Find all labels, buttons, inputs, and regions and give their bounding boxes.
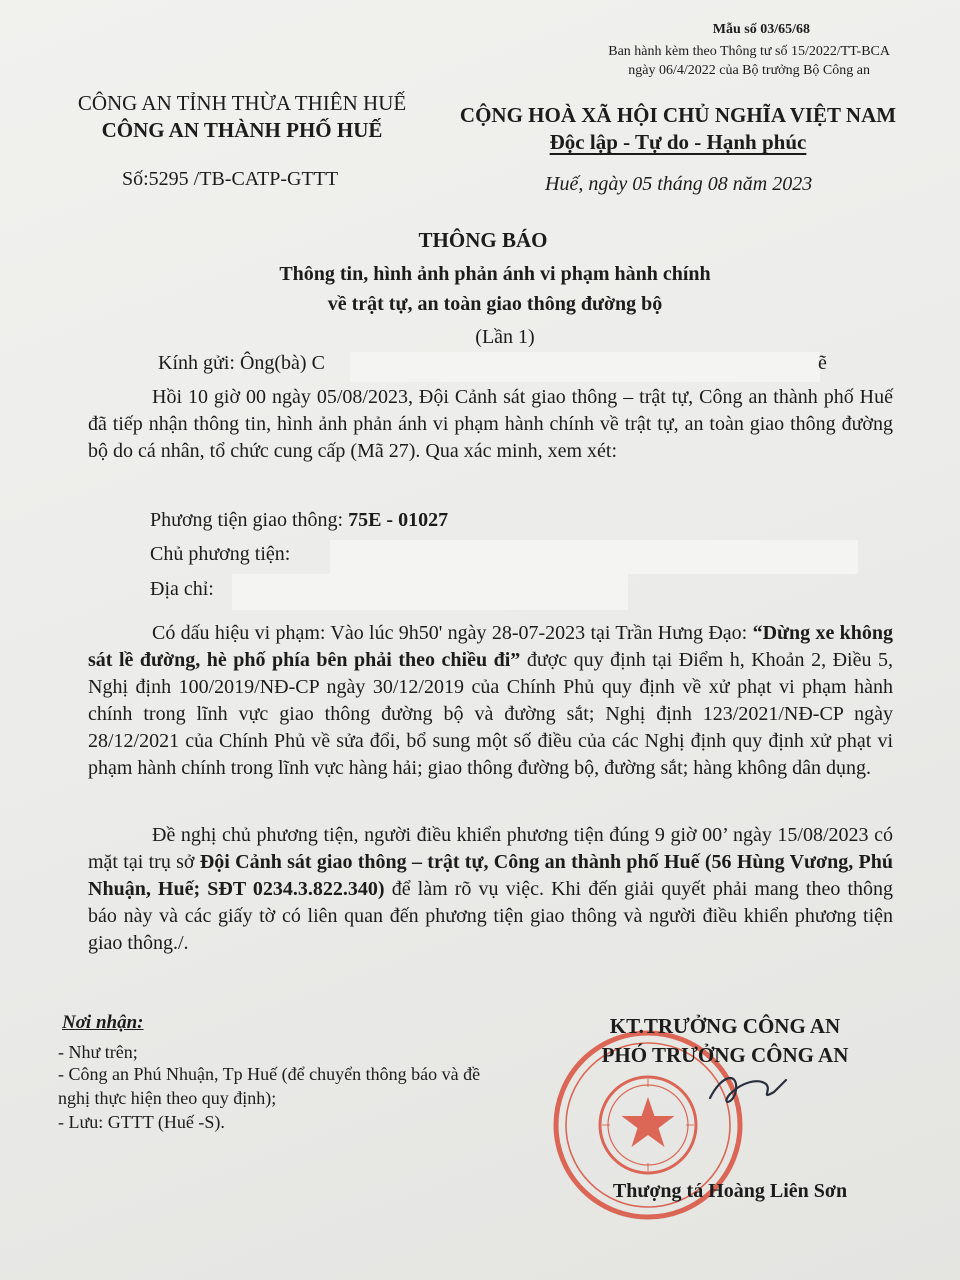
summons-place: Đội Cảnh sát giao thông – trật tự, Công an thành phố Huế (56 Hùng Vương, Phú Nhuận, Huế; SĐT 0234.3.822.340) [88,851,893,900]
owner-line [150,543,290,566]
notice-subtitle-line2: về trật tự, an toàn giao thông đường bộ [327,293,663,315]
violation-text: “Dừng xe không sát lề đường, hè phố phía bên phải theo chiều đi” [88,622,893,671]
addressee-line [158,352,325,375]
signer-title-line2: PHÓ TRƯỞNG CÔNG AN [601,1043,849,1067]
body-paragraph-2 [88,620,893,782]
agency-header [42,90,442,144]
notice-times: (Lần 1) [475,326,535,348]
signer-title-line1: KT.TRƯỞNG CÔNG AN [609,1014,841,1038]
addressee-tail: ẽ [818,352,827,374]
signer-name: Thượng tá Hoàng Liên Sơn [612,1180,848,1202]
recipient-item: - Lưu: GTTT (Huế -S). [58,1112,225,1132]
notice-title: THÔNG BÁO [418,228,548,252]
vehicle-line [150,509,448,532]
date-line: Huế, ngày 05 tháng 08 năm 2023 [545,173,813,195]
body-paragraph-3 [88,822,893,957]
state-motto: Độc lập - Tự do - Hạnh phúc [549,130,807,154]
signer-title [560,1012,890,1070]
agency-name: CÔNG AN THÀNH PHỐ HUẾ [101,118,383,142]
address-line [150,578,214,601]
form-issued-line1: Ban hành kèm theo Thông tư số 15/2022/TT-BCA [608,44,890,59]
vehicle-plate: 75E - 01027 [348,509,449,531]
body-paragraph-1: Hồi 10 giờ 00 ngày 05/08/2023, Đội Cảnh sát giao thông – trật tự, Công an thành phố Huế đã tiếp nhận thông tin, hình ảnh phản ánh vi phạm hành chính về trật tự, an toàn giao thông đường bộ do cá nhân, tổ chức cung cấp (Mã 27). Qua xác minh, xem xét: [88,386,893,462]
vehicle-label: Phương tiện giao thông: [150,509,349,531]
recipients-title: Nơi nhận: [62,1012,144,1033]
violation-legal-basis: được quy định tại Điểm h, Khoản 2, Điều 5, Nghị định 100/2019/NĐ-CP ngày 30/12/2019 của Chính Phủ quy định về xử phạt vi phạm hành chính trong lĩnh vực giao thông đường bộ và đường sắt; Nghị định 123/2021/NĐ-CP ngày 28/12/2021 của Chính Phủ về sửa đổi, bổ sung một số điều của các Nghị định quy định xử phạt vi phạm hành chính trong lĩnh vực hàng hải; giao thông đường bộ, đường sắt; hàng không dân dụng. [88,649,893,779]
agency-parent: CÔNG AN TỈNH THỪA THIÊN HUẾ [77,91,407,115]
summons-rest: để làm rõ vụ việc. Khi đến giải quyết phải mang theo thông báo này và các giấy tờ có liên quan đến phương tiện giao thông và người điều khiển phương tiện giao thông./. [88,878,894,954]
notice-subtitle-line1: Thông tin, hình ảnh phản ánh vi phạm hành chính [279,263,711,285]
violation-lead: Có dấu hiệu vi phạm: Vào lúc 9h50' ngày 28-07-2023 tại Trần Hưng Đạo: [152,622,753,644]
addressee-label: Kính gửi: Ông(bà) C [158,352,325,374]
address-label: Địa chỉ: [150,578,214,600]
form-issued-line2: ngày 06/4/2022 của Bộ trưởng Bộ Công an [628,63,870,78]
redacted-addressee [350,352,820,382]
notice-subtitle [0,259,960,319]
owner-label: Chủ phương tiện: [150,543,291,565]
document-number: Số:5295 /TB-CATP-GTTT [122,168,339,190]
form-number: Mẫu số 03/65/68 [712,22,810,37]
recipient-item: - Như trên; [58,1042,138,1062]
redacted-address [232,574,628,610]
summons-lead: Đề nghị chủ phương tiện, người điều khiển phương tiện đúng 9 giờ 00’ ngày 15/08/2023 có mặt tại trụ sở [88,824,893,873]
state-name: CỘNG HOÀ XÃ HỘI CHỦ NGHĨA VIỆT NAM [459,103,897,127]
form-issued-note [608,42,890,80]
redacted-owner [330,540,858,574]
recipient-item: - Công an Phú Nhuận, Tp Huế (để chuyển thông báo và đề nghị thực hiện theo quy định); [58,1064,481,1108]
state-header [448,102,908,156]
